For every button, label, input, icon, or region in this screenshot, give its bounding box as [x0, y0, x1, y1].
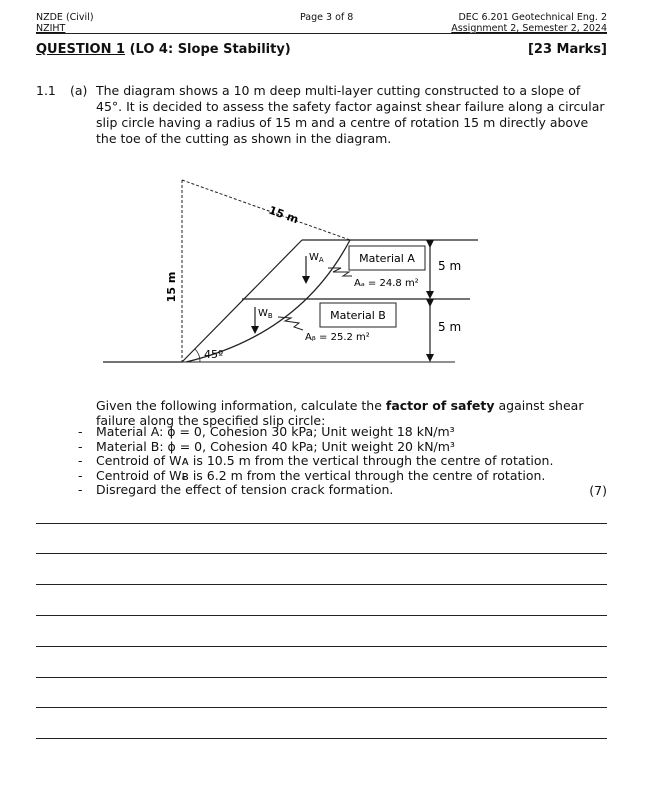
part-description-text: The diagram shows a 10 m deep multi-layer cutting constructed to a slope of 45°. It is decided to assess the safety factor against shear failure along a circular slip circle having a radius of 15 m and a centre of rotation 15 m directly above the toe of the cutting as shown in the diagram. [96, 83, 605, 146]
bullet-dash: - [78, 438, 83, 454]
part-number: 1.1 [36, 83, 56, 98]
given-item-text: Centroid of Wᴀ is 10.5 m from the vertical through the centre of rotation. [96, 453, 554, 468]
answer-line[interactable] [36, 553, 607, 554]
given-intro-start: Given the following information, calculate the [96, 398, 386, 413]
weight-b-sub: B [267, 312, 273, 320]
slip-circle-arc [186, 240, 350, 362]
answer-line[interactable] [36, 738, 607, 739]
given-item [78, 440, 608, 455]
given-list [78, 425, 608, 498]
question-label: QUESTION 1 [36, 42, 126, 57]
angle-label: 45º [204, 348, 224, 361]
part-letter: (a) [70, 83, 88, 98]
given-item-text: Disregard the effect of tension crack formation. [96, 482, 394, 497]
answer-line[interactable] [36, 677, 607, 678]
bullet-dash: - [78, 424, 83, 439]
question-topic: (LO 4: Slope Stability) [125, 42, 291, 57]
given-item-text: Material A: ϕ = 0, Cohesion 30 kPa; Unit weight 18 kN/m³ [96, 424, 455, 439]
height-label: 15 m [165, 271, 178, 303]
given-intro-end: against shear failure along the specified slip circle: [96, 398, 584, 428]
question-marks: [23 Marks] [527, 42, 607, 57]
weight-b-main: W [258, 308, 268, 319]
given-intro-bold: factor of safety [385, 398, 495, 413]
given-item [78, 469, 608, 484]
material-b-label: Material B [330, 309, 386, 322]
part-marks: (7) [589, 483, 607, 498]
answer-line[interactable] [36, 523, 607, 524]
bullet-dash: - [78, 453, 83, 468]
given-item-text: Material B: ϕ = 0, Cohesion 40 kPa; Unit weight 20 kN/m³ [96, 438, 455, 454]
given-item [78, 454, 608, 469]
header-course-code: NZDE (Civil) [36, 12, 94, 23]
weight-a-label [309, 252, 324, 264]
given-item [78, 425, 608, 440]
bullet-dash: - [78, 467, 83, 483]
given-item-text: Centroid of Wᴃ is 6.2 m from the vertical through the centre of rotation. [96, 467, 546, 483]
answer-line[interactable] [36, 646, 607, 647]
weight-a-main: W [309, 252, 319, 263]
slope-face [182, 240, 302, 362]
header-page-number: Page 3 of 8 [300, 12, 354, 23]
weight-a-sub: A [318, 256, 324, 264]
radius-label: 15 m [266, 203, 301, 227]
radius-line [182, 180, 350, 240]
header-assignment: Assignment 2, Semester 2, 2024 [451, 23, 607, 34]
bullet-dash: - [78, 482, 83, 497]
answer-line[interactable] [36, 707, 607, 708]
header-paper-title: DEC 6.201 Geotechnical Eng. 2 [458, 12, 607, 23]
area-a-label: Aₐ = 24.8 m² [354, 278, 419, 289]
answer-line[interactable] [36, 615, 607, 616]
area-b-label: Aᵦ = 25.2 m² [305, 332, 370, 343]
depth-a-label: 5 m [438, 259, 462, 273]
depth-b-label: 5 m [438, 320, 462, 334]
given-item [78, 483, 608, 498]
material-a-label: Material A [359, 252, 415, 265]
answer-line[interactable] [36, 584, 607, 585]
weight-b-label [258, 308, 273, 320]
header-institution: NZIHT [36, 23, 66, 34]
